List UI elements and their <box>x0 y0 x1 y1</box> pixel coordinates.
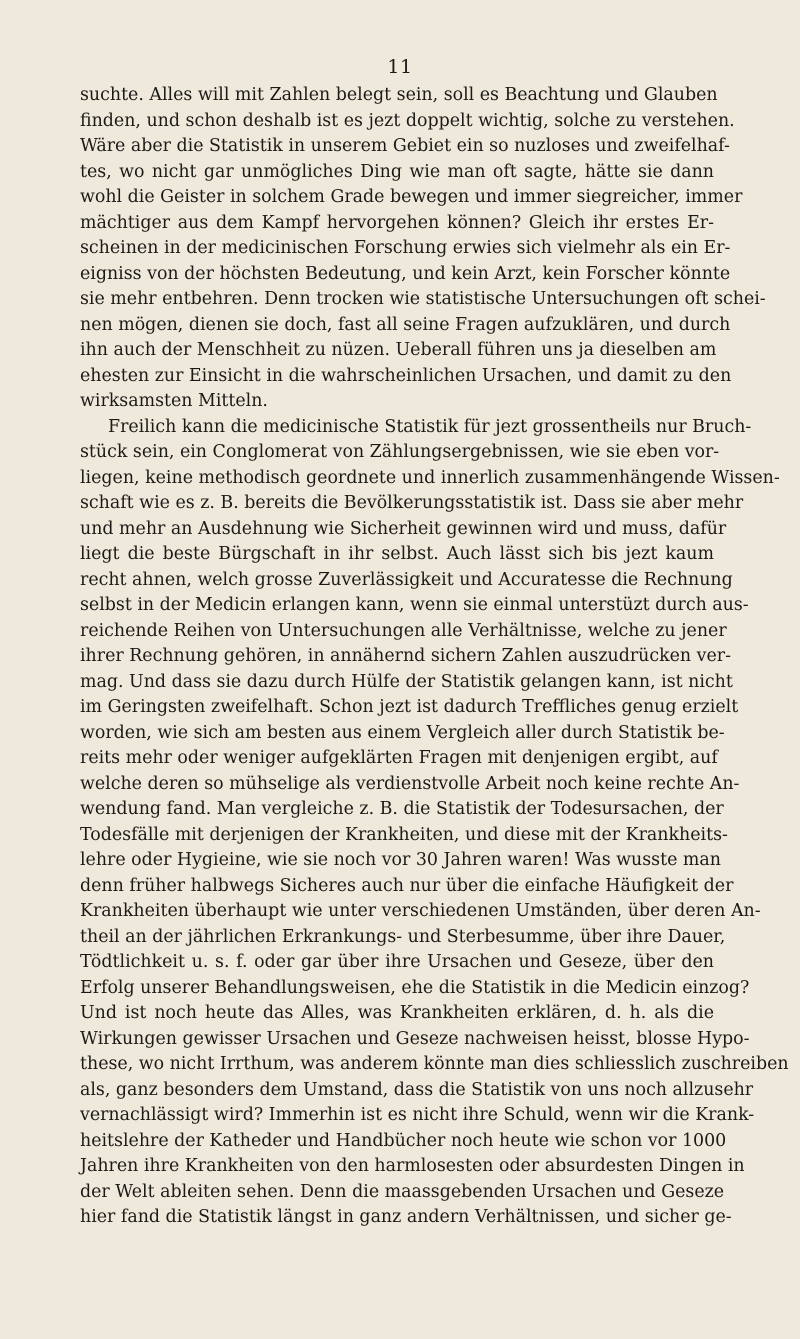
text-line: ehesten zur Einsicht in die wahrscheinlichen Ursachen, und damit zu den <box>80 365 732 386</box>
text-line: selbst in der Medicin erlangen kann, wenn sie einmal unterstüzt durch aus- <box>80 595 749 615</box>
text-line: im Geringsten zweifelhaft. Schon jezt ist dadurch Treffliches genug erzielt <box>80 697 739 717</box>
text-line: reichende Reihen von Untersuchungen alle Verhältnisse, welche zu jener <box>80 620 727 641</box>
text-line: hier fand die Statistik längst in ganz andern Verhältnissen, und sicher ge- <box>80 1207 732 1227</box>
text-line: Jahren ihre Krankheiten von den harmlosesten oder absurdesten Dingen in <box>80 1156 745 1176</box>
text-line: suchte. Alles will mit Zahlen belegt sein, soll es Beachtung und Glauben <box>80 85 718 105</box>
text-line: heitslehre der Katheder und Handbücher noch heute wie schon vor 1000 <box>80 1130 727 1151</box>
text-line: recht ahnen, welch grosse Zuverlässigkeit und Accuratesse die Rechnung <box>80 569 733 590</box>
paragraph-end-line: wirksamsten Mitteln. <box>80 391 268 411</box>
text-line: ihn auch der Menschheit zu nüzen. Ueberall führen uns ja dieselben am <box>80 340 717 360</box>
text-line: ihrer Rechnung gehören, in annähernd sichern Zahlen auszudrücken ver- <box>80 646 731 666</box>
text-line: scheinen in der medicinischen Forschung erwies sich vielmehr als ein Er- <box>80 238 731 258</box>
text-line: Todesfälle mit derjenigen der Krankheiten, und diese mit der Krankheits- <box>80 824 728 845</box>
text-line: Krankheiten überhaupt wie unter verschiedenen Umständen, über deren An- <box>80 901 761 921</box>
text-line: und mehr an Ausdehnung wie Sicherheit gewinnen wird und muss, dafür <box>80 518 727 539</box>
text-line: liegen, keine methodisch geordnete und innerlich zusammenhängende Wissen- <box>80 467 780 488</box>
text-line: sie mehr entbehren. Denn trocken wie statistische Untersuchungen oft schei- <box>80 289 766 309</box>
text-line: mächtiger aus dem Kampf hervorgehen können? Gleich ihr erstes Er- <box>80 212 714 233</box>
text-line: lehre oder Hygieine, wie sie noch vor 30 Jahren waren! Was wusste man <box>80 850 721 870</box>
text-line: worden, wie sich am besten aus einem Vergleich aller durch Statistik be- <box>80 722 725 743</box>
text-line: theil an der jährlichen Erkrankungs- und Sterbesumme, über ihre Dauer, <box>80 926 726 947</box>
text-line: vernachlässigt wird? Immerhin ist es nicht ihre Schuld, wenn wir die Krank- <box>80 1105 755 1125</box>
text-line: mag. Und dass sie dazu durch Hülfe der Statistik gelangen kann, ist nicht <box>80 671 733 692</box>
text-line: der Welt ableiten sehen. Denn die maassgebenden Ursachen und Geseze <box>80 1181 725 1202</box>
text-line: wendung fand. Man vergleiche z. B. die Statistik der Todesursachen, der <box>80 799 724 819</box>
text-line: Wirkungen gewisser Ursachen und Geseze nachweisen heisst, blosse Hypo- <box>80 1028 750 1049</box>
text-line: reits mehr oder weniger aufgeklärten Fragen mit denjenigen ergibt, auf <box>80 748 718 768</box>
text-line: Tödtlichkeit u. s. f. oder gar über ihre Ursachen und Geseze, über den <box>80 952 714 972</box>
text-line: Und ist noch heute das Alles, was Krankheiten erklären, d. h. als die <box>80 1003 714 1023</box>
text-line: Wäre aber die Statistik in unserem Gebiet ein so nuzloses und zweifelhaf- <box>80 136 730 156</box>
text-line: denn früher halbwegs Sicheres auch nur über die einfache Häufigkeit der <box>80 875 734 896</box>
text-line: these, wo nicht Irrthum, was anderem könnte man dies schliesslich zuschreiben <box>80 1054 789 1074</box>
text-line: Erfolg unserer Behandlungsweisen, ehe die Statistik in die Medicin einzog? <box>80 977 750 998</box>
text-line: tes, wo nicht gar unmögliches Ding wie man oft sagte, hätte sie dann <box>80 161 714 182</box>
body-text <box>80 83 789 1231</box>
text-line: wohl die Geister in solchem Grade bewegen und immer siegreicher, immer <box>80 187 743 207</box>
text-line: finden, und schon deshalb ist es jezt doppelt wichtig, solche zu verstehen. <box>80 110 735 131</box>
text-line: schaft wie es z. B. bereits die Bevölkerungsstatistik ist. Dass sie aber mehr <box>80 493 744 513</box>
text-line: stück sein, ein Conglomerat von Zählungsergebnissen, wie sie eben vor- <box>80 442 720 462</box>
paragraph-start-line: Freilich kann die medicinische Statistik für jezt grossentheils nur Bruch- <box>108 416 752 437</box>
page-number: 11 <box>387 56 413 78</box>
text-line: eigniss von der höchsten Bedeutung, und kein Arzt, kein Forscher könnte <box>80 263 731 284</box>
text-line: liegt die beste Bürgschaft in ihr selbst. Auch lässt sich bis jezt kaum <box>80 544 714 564</box>
text-line: nen mögen, dienen sie doch, fast all seine Fragen aufzuklären, und durch <box>80 314 731 335</box>
text-line: als, ganz besonders dem Umstand, dass die Statistik von uns noch allzusehr <box>80 1079 754 1100</box>
text-line: welche deren so mühselige als verdienstvolle Arbeit noch keine rechte An- <box>80 773 740 794</box>
